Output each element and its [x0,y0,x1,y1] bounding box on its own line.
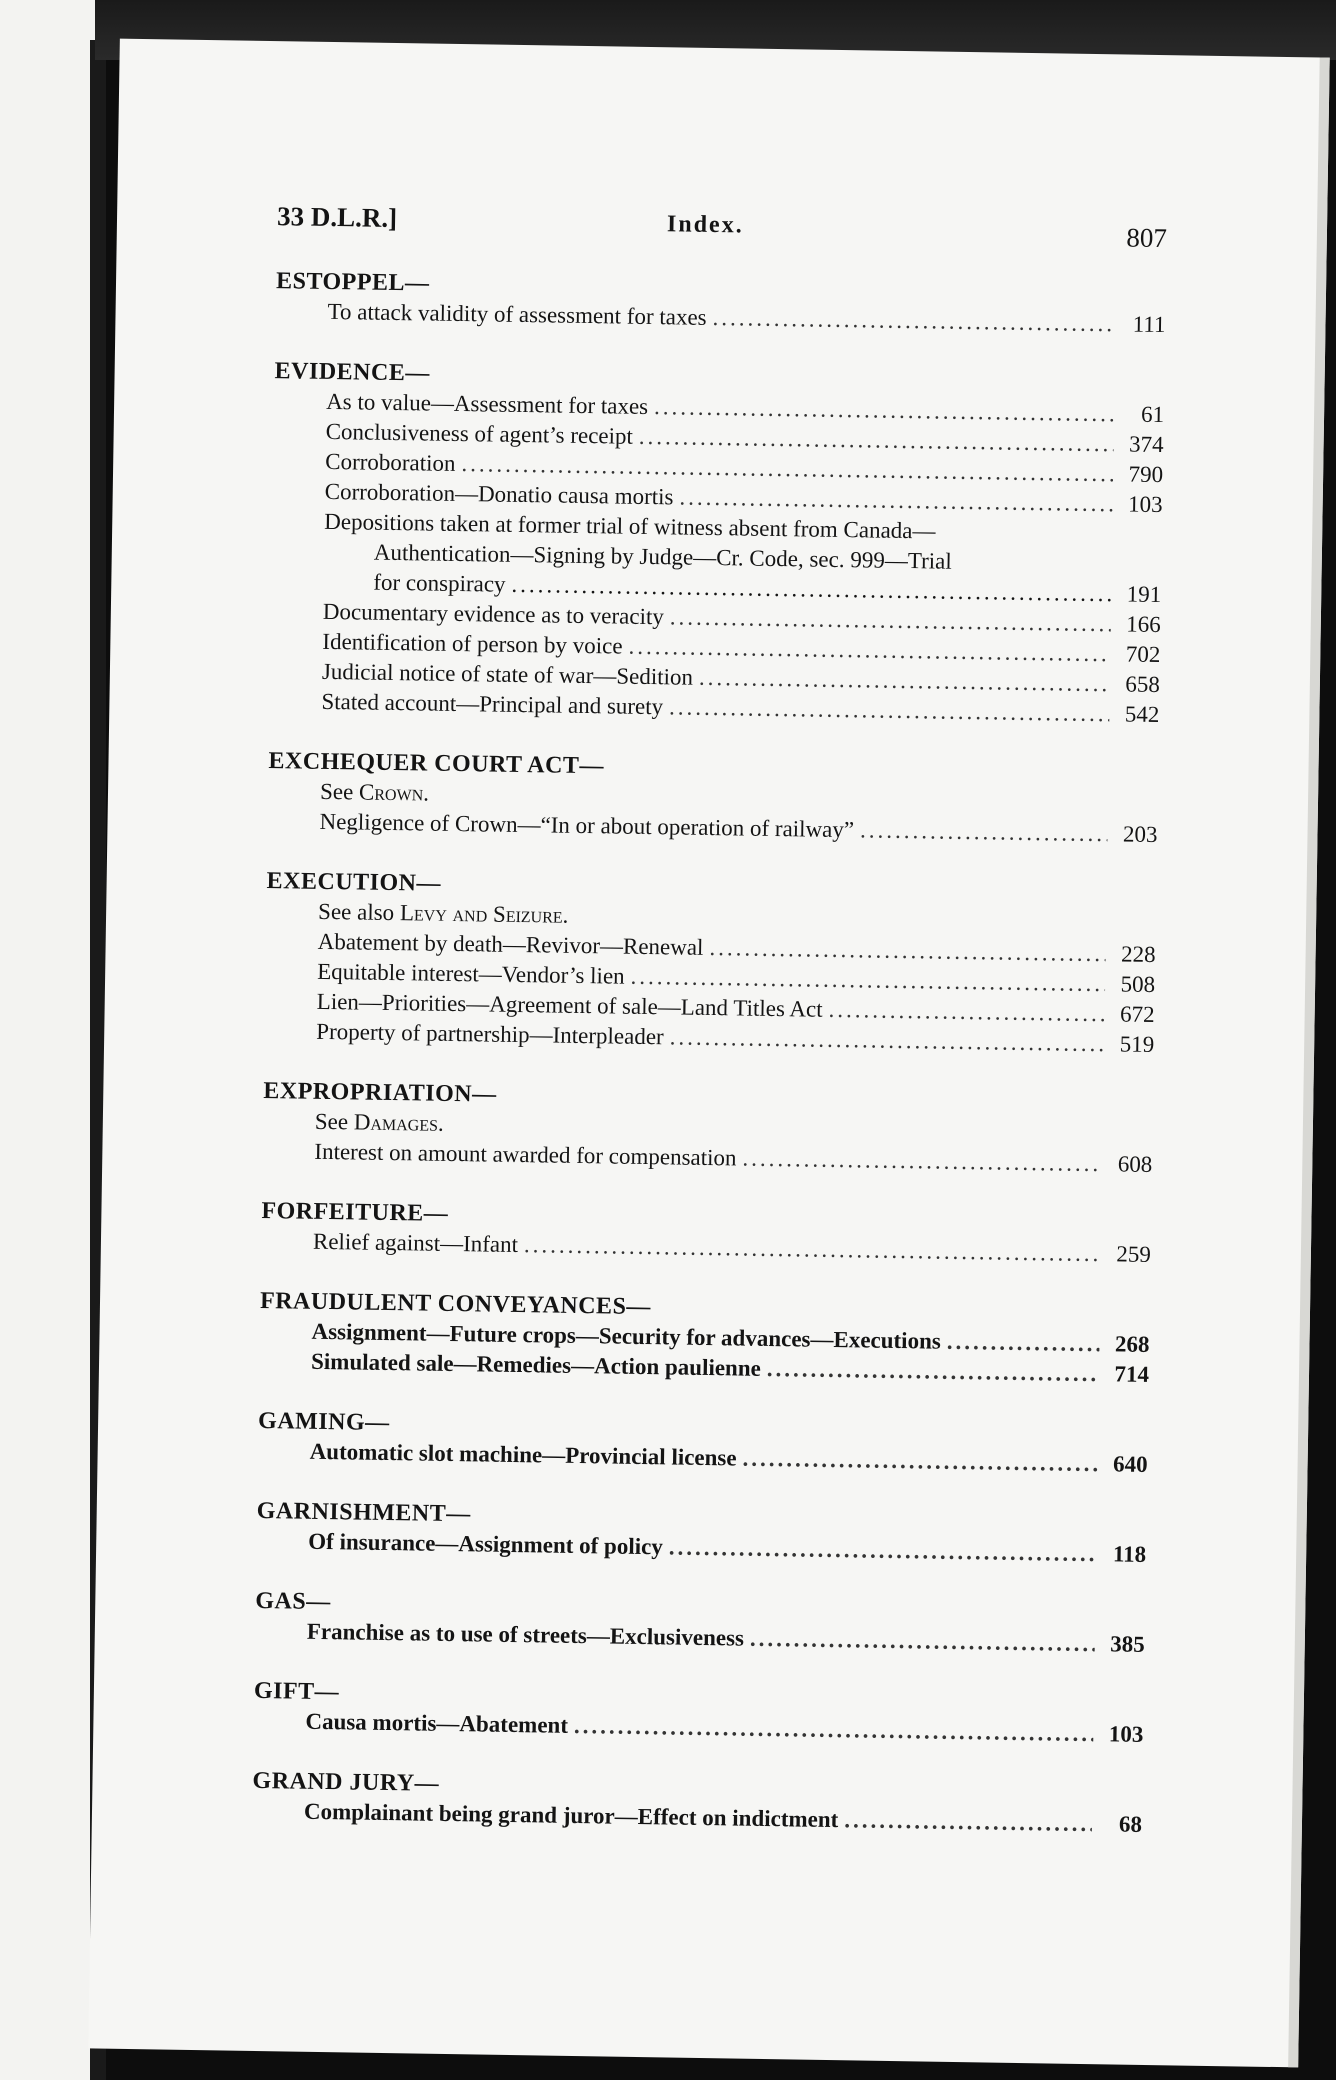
entry-text: Documentary evidence as to veracity [322,598,665,630]
index-entries [252,266,1166,1840]
see-reference: Crown. [358,779,430,806]
index-heading: GARNISHMENT— [256,1497,471,1528]
entry-page: 608 [1117,1151,1153,1177]
index-heading: GIFT— [253,1677,340,1706]
entry-page: 118 [1112,1541,1147,1567]
facing-page-edge [0,0,95,2080]
index-heading: GAS— [255,1587,331,1616]
dot-leader [712,303,1115,339]
entry-text-line: Authentication—Signing by Judge—Cr. Code, sec. 999—Trial [373,539,952,574]
entry-text: Corroboration—Donatio causa mortis [324,478,674,510]
entry-page: 228 [1120,941,1156,968]
index-heading: EXCHEQUER COURT ACT— [268,748,605,780]
entry-text-line: Depositions taken at former trial of witness absent from Canada— [324,508,936,544]
page-header [277,201,1168,255]
entry-page: 103 [1127,491,1163,518]
see-reference: Levy and Seizure. [399,900,569,928]
entry-text: Stated account—Principal and surety [321,688,664,720]
dot-leader [947,1327,1100,1359]
entry-page: 268 [1114,1331,1150,1357]
dot-leader [860,815,1108,849]
entry-text: Of insurance—Assignment of policy [308,1528,664,1560]
entry-text: Complainant being grand juror—Effect on indictment [303,1798,839,1833]
see-prefix: See [314,1108,349,1135]
entry-page: 714 [1114,1361,1150,1387]
page-number: 807 [1126,222,1168,254]
entry-text: Equitable interest—Vendor’s lien [317,958,625,989]
index-heading: FORFEITURE— [261,1197,449,1227]
page-title: Index. [666,211,744,239]
entry-page: 542 [1124,701,1160,728]
entry-page: 508 [1120,971,1156,997]
dot-leader [742,1444,1097,1480]
entry-text: Simulated sale—Remedies—Action paulienne [310,1348,762,1381]
entry-text: Abatement by death—Revivor—Renewal [317,928,704,960]
see-prefix: See also [317,898,395,926]
dot-leader [844,1805,1092,1839]
entry-text: Corroboration [325,448,456,476]
entry-page: 203 [1122,821,1158,848]
dot-leader [767,1354,1100,1389]
entry-page: 790 [1128,461,1164,488]
entry-text: Franchise as to use of streets—Exclusiveness [306,1618,745,1651]
entry-page: 68 [1118,1811,1143,1837]
index-heading: EXPROPRIATION— [263,1078,497,1108]
entry-text: To attack validity of assessment for taxes [327,298,707,330]
entry-text: Property of partnership—Interpleader [316,1018,664,1050]
see-reference: Damages. [353,1109,444,1136]
entry-text: Assignment—Future crops—Security for advances—Executions [311,1318,942,1354]
dot-leader [742,1144,1102,1180]
entry-text: Causa mortis—Abatement [305,1708,569,1738]
entry-page: 672 [1119,1001,1155,1027]
entry-page: 658 [1125,671,1161,698]
entry-page: 259 [1116,1241,1152,1267]
entry-page: 191 [1126,581,1162,608]
entry-text: Identification of person by voice [322,628,623,659]
dot-leader [669,692,1110,729]
index-heading: EXECUTION— [266,868,442,897]
entry-page: 385 [1110,1631,1145,1657]
index-entry-multiline [323,507,1162,610]
dot-leader [828,995,1105,1029]
entry-text: Interest on amount awarded for compensation [314,1138,737,1171]
entry-page: 111 [1132,311,1166,338]
entry-text: Conclusiveness of agent’s receipt [325,418,634,449]
entry-text-line: for conspiracy [373,569,506,597]
entry-page: 61 [1140,401,1165,428]
entry-text: Judicial notice of state of war—Sedition [321,658,694,690]
dot-leader [669,1532,1097,1569]
book-page [88,39,1329,2068]
entry-page: 519 [1119,1031,1155,1057]
entry-text: Relief against—Infant [312,1228,519,1258]
entry-page: 640 [1112,1451,1148,1477]
entry-page: 103 [1108,1721,1144,1747]
entry-text: Lien—Priorities—Agreement of sale—Land Titles Act [316,988,823,1022]
entry-text: Negligence of Crown—“In or about operation of railway” [319,808,855,843]
entry-page: 166 [1126,611,1161,638]
index-heading: GRAND JURY— [252,1767,440,1797]
index-heading: ESTOPPEL— [275,268,430,297]
index-heading: EVIDENCE— [274,358,431,387]
entry-text: As to value—Assessment for taxes [325,388,649,419]
dot-leader [750,1624,1095,1659]
entry-text: Automatic slot machine—Provincial license [309,1438,737,1471]
see-prefix: See [319,778,354,805]
entry-page: 374 [1128,431,1164,458]
dot-leader [669,1022,1104,1059]
running-head: 33 D.L.R.] [276,201,398,233]
index-heading: FRAUDULENT CONVEYANCES— [259,1287,652,1321]
index-heading: GAMING— [257,1407,390,1437]
entry-group [259,1316,1150,1390]
entry-page: 702 [1125,641,1161,668]
